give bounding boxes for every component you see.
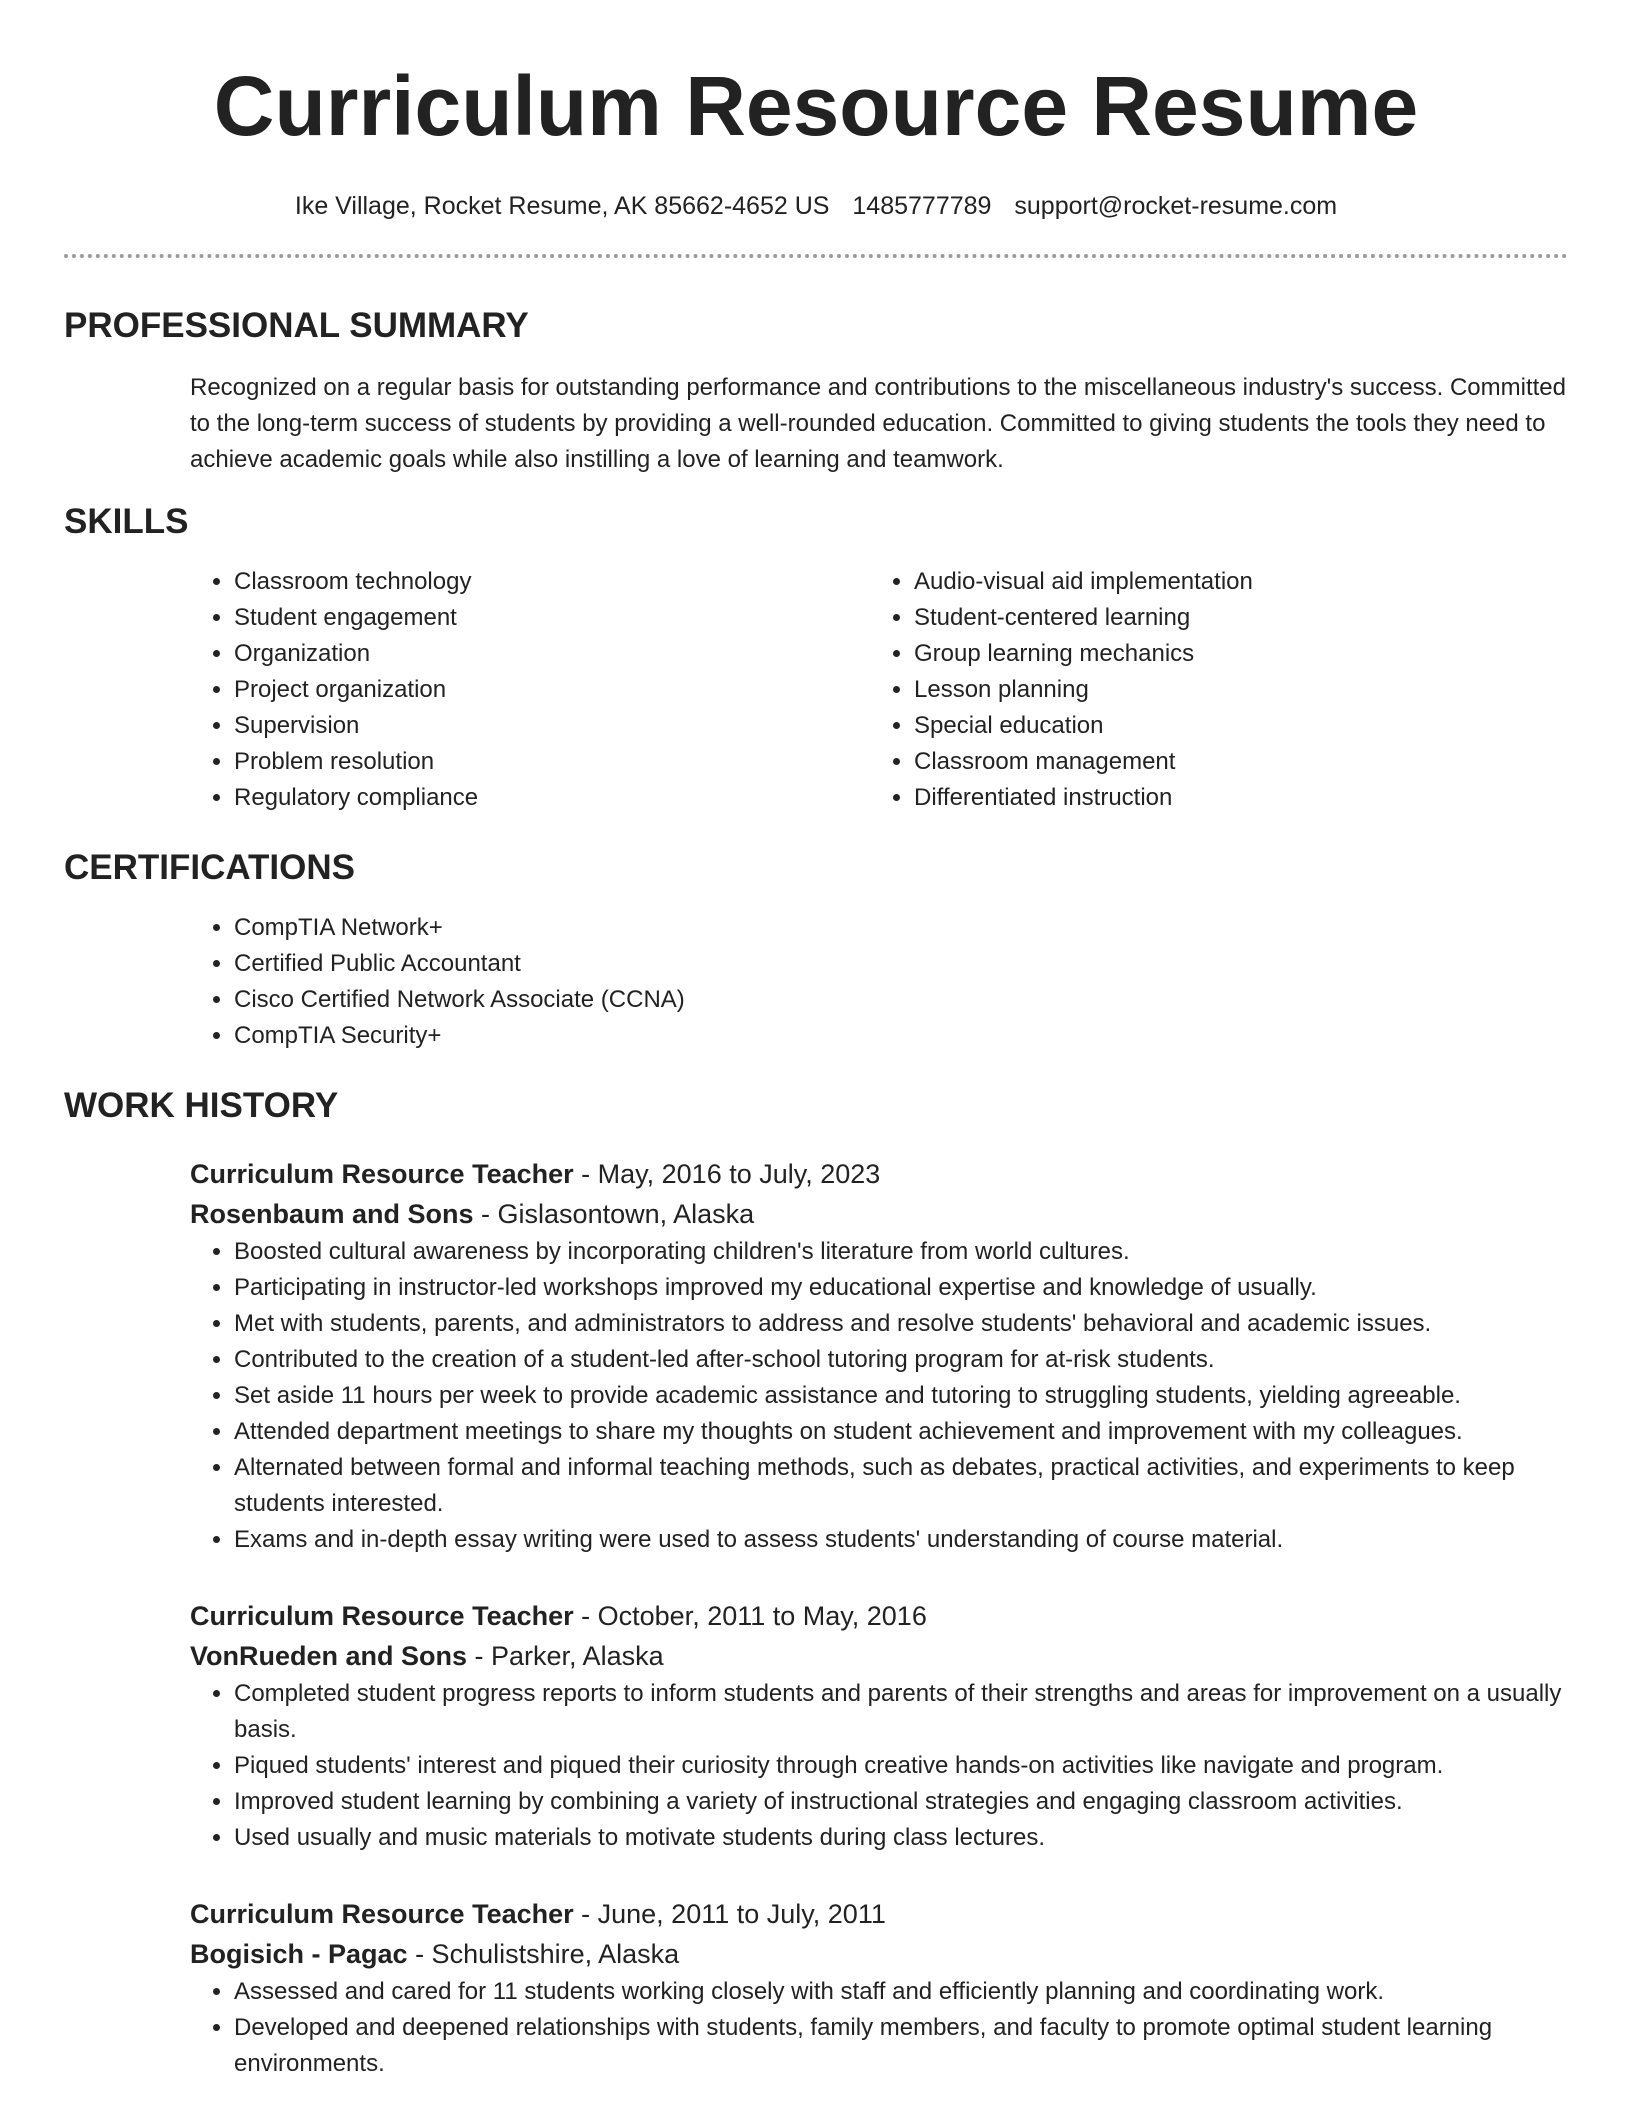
skill-item: • Regulatory compliance [234,780,870,816]
skill-item: • Differentiated instruction [914,780,1550,816]
skill-item: • Lesson planning [914,672,1550,708]
job-dates: - October, 2011 to May, 2016 [573,1601,927,1631]
job-location: - Gislasontown, Alaska [473,1199,755,1229]
skill-item: • Audio-visual aid implementation [914,564,1550,600]
job-location: - Parker, Alaska [467,1641,664,1671]
job-bullet: • Alternated between formal and informal teaching methods, such as debates, practical activities, and experiments to keep students interested. [234,1450,1568,1522]
job-bullet-list [190,1234,1568,1558]
job-bullet: • Participating in instructor-led workshops improved my educational expertise and knowledge of usually. [234,1270,1568,1306]
job-entry [64,1596,1568,1856]
skills-column-right [870,564,1550,816]
skills-grid [64,564,1568,816]
job-entry [64,1894,1568,2082]
header-divider [64,254,1568,258]
skill-item: • Classroom management [914,744,1550,780]
job-title-line [190,1154,1568,1194]
skill-item: • Student-centered learning [914,600,1550,636]
job-bullet: • Contributed to the creation of a student-led after-school tutoring program for at-risk students. [234,1342,1568,1378]
skill-item: • Special education [914,708,1550,744]
contact-line [64,190,1568,222]
skills-heading: SKILLS [64,502,189,541]
contact-phone: 1485777789 [852,192,992,220]
work-history-heading: WORK HISTORY [64,1086,339,1125]
job-bullet: • Completed student progress reports to inform students and parents of their strengths and areas for improvement on a usually basis. [234,1676,1568,1748]
certification-item: • Cisco Certified Network Associate (CCNA) [234,982,1568,1018]
certification-item: • CompTIA Network+ [234,910,1568,946]
skill-item: • Supervision [234,708,870,744]
job-company: VonRueden and Sons [190,1641,468,1671]
job-role: Curriculum Resource Teacher [190,1159,574,1189]
summary-heading: PROFESSIONAL SUMMARY [64,306,529,345]
certification-item: • CompTIA Security+ [234,1018,1568,1054]
certification-item: • Certified Public Accountant [234,946,1568,982]
skill-item: • Problem resolution [234,744,870,780]
job-dates: - June, 2011 to July, 2011 [573,1899,886,1929]
job-title-line [190,1894,1568,1934]
summary-text: Recognized on a regular basis for outstanding performance and contributions to the miscellaneous industry's success. Committed to the long-term success of students by providing a well-rounded education. Committed to giving students the tools they need to achieve academic goals while also instilling a love of learning and teamwork. [190,374,1566,473]
job-company-line [190,1636,1568,1676]
contact-email: support@rocket-resume.com [1014,192,1338,220]
skill-item: • Student engagement [234,600,870,636]
skill-item: • Group learning mechanics [914,636,1550,672]
certifications-heading: CERTIFICATIONS [64,848,356,887]
skill-item: • Classroom technology [234,564,870,600]
resume-name: Curriculum Resource Resume [213,59,1419,153]
certifications-list [190,910,1568,1054]
skill-item: • Project organization [234,672,870,708]
skill-item: • Organization [234,636,870,672]
skills-list-right [870,564,1550,816]
job-company: Bogisich - Pagac [190,1939,408,1969]
skills-column-left [190,564,870,816]
job-bullet: • Set aside 11 hours per week to provide academic assistance and tutoring to struggling students, yielding agreeable. [234,1378,1568,1414]
job-bullet: • Piqued students' interest and piqued their curiosity through creative hands-on activities like navigate and program. [234,1748,1568,1784]
job-bullet: • Attended department meetings to share my thoughts on student achievement and improvement with my colleagues. [234,1414,1568,1450]
job-bullet-list [190,1974,1568,2082]
job-role: Curriculum Resource Teacher [190,1601,574,1631]
job-bullet: • Boosted cultural awareness by incorporating children's literature from world cultures. [234,1234,1568,1270]
skills-list-left [190,564,870,816]
job-company-line [190,1934,1568,1974]
job-role: Curriculum Resource Teacher [190,1899,574,1929]
job-bullet: • Used usually and music materials to motivate students during class lectures. [234,1820,1568,1856]
job-company: Rosenbaum and Sons [190,1199,474,1229]
job-dates: - May, 2016 to July, 2023 [573,1159,881,1189]
job-bullet: • Exams and in-depth essay writing were used to assess students' understanding of course material. [234,1522,1568,1558]
job-bullet: • Developed and deepened relationships with students, family members, and faculty to promote optimal student learning environments. [234,2010,1568,2082]
contact-address: Ike Village, Rocket Resume, AK 85662-4652 US [294,192,830,220]
job-bullet-list [190,1676,1568,1856]
job-entry [64,1154,1568,1558]
job-bullet: • Assessed and cared for 11 students working closely with staff and efficiently planning and coordinating work. [234,1974,1568,2010]
job-bullet: • Improved student learning by combining a variety of instructional strategies and engaging classroom activities. [234,1784,1568,1820]
job-title-line [190,1596,1568,1636]
job-bullet: • Met with students, parents, and administrators to address and resolve students' behavioral and academic issues. [234,1306,1568,1342]
job-company-line [190,1194,1568,1234]
certifications-block [64,910,1568,1054]
job-location: - Schulistshire, Alaska [407,1939,680,1969]
